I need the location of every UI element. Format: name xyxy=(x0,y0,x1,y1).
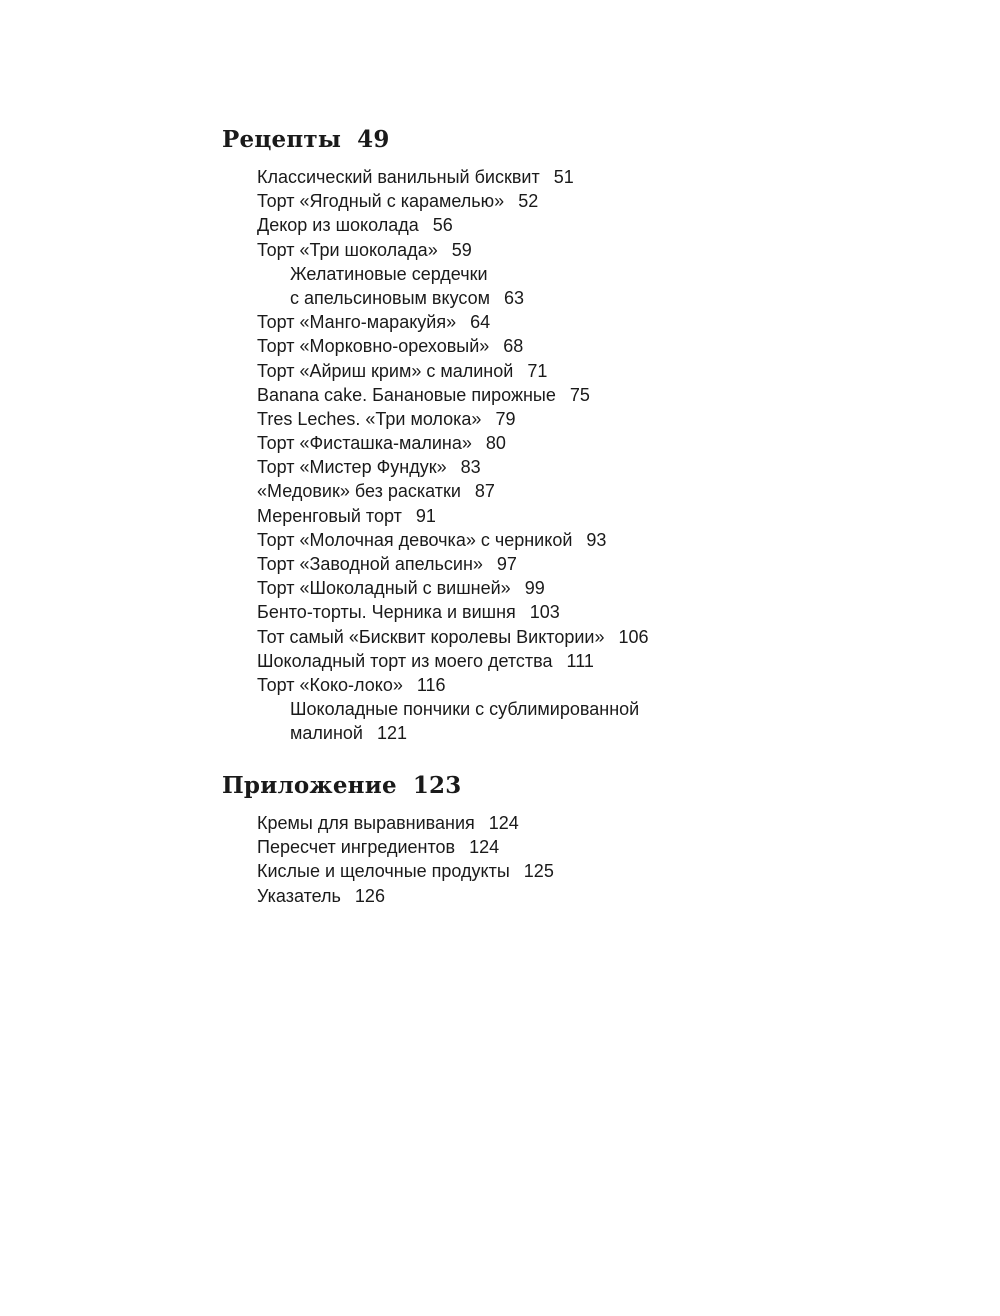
toc-section-appendix xyxy=(222,769,922,908)
entry-title: Тот самый «Бисквит королевы Виктории» xyxy=(257,626,605,647)
toc-subentry[interactable] xyxy=(222,262,922,286)
toc-subentry[interactable] xyxy=(222,721,922,745)
toc-entry[interactable] xyxy=(222,576,922,600)
entry-title: Декор из шоколада xyxy=(257,215,419,236)
entry-title: Бенто-торты. Черника и вишня xyxy=(257,602,516,623)
entry-title: Banana cake. Банановые пирожные xyxy=(257,384,556,405)
entry-title: Торт «Мистер Фундук» xyxy=(257,457,447,478)
entry-page-number: 63 xyxy=(503,287,524,308)
entry-title: Tres Leches. «Три молока» xyxy=(257,408,482,429)
entry-title: Кремы для выравнивания xyxy=(257,813,475,833)
toc-entry[interactable] xyxy=(222,383,922,407)
entry-page-number: 126 xyxy=(354,885,385,906)
toc-entry-list xyxy=(222,811,922,908)
toc-entry-list xyxy=(222,165,922,746)
entry-title: Торт «Фисташка-малина» xyxy=(257,433,472,454)
toc-entry[interactable] xyxy=(222,600,922,624)
entry-page-number: 75 xyxy=(569,384,590,405)
entry-title: Торт «Манго-маракуйя» xyxy=(257,312,457,333)
entry-page-number: 80 xyxy=(485,433,506,454)
entry-title: Шоколадные пончики с сублимированной xyxy=(290,699,640,720)
toc-entry[interactable] xyxy=(222,811,922,835)
toc-entry[interactable] xyxy=(222,479,922,503)
entry-title: с апельсиновым вкусом xyxy=(290,287,490,308)
entry-title: Торт «Три шоколада» xyxy=(257,239,438,260)
entry-title: Торт «Ягодный с карамелью» xyxy=(257,191,505,212)
entry-page-number: 111 xyxy=(566,650,594,671)
toc-entry[interactable] xyxy=(222,189,922,213)
toc-entry[interactable] xyxy=(222,431,922,455)
entry-title: Кислые и щелочные продукты xyxy=(257,861,510,882)
toc-subentry[interactable] xyxy=(222,697,922,721)
entry-page-number: 91 xyxy=(415,505,436,526)
entry-page-number: 124 xyxy=(469,837,500,858)
entry-page-number: 106 xyxy=(618,626,649,647)
toc-entry[interactable] xyxy=(222,359,922,383)
toc-entry[interactable] xyxy=(222,455,922,479)
toc-entry[interactable] xyxy=(222,625,922,649)
entry-title: Желатиновые сердечки xyxy=(290,263,488,284)
entry-title: Шоколадный торт из моего детства xyxy=(257,650,553,671)
entry-title: Торт «Шоколадный с вишней» xyxy=(257,578,511,599)
entry-page-number: 87 xyxy=(474,481,495,502)
toc-entry[interactable] xyxy=(222,552,922,576)
toc-section-recipes xyxy=(222,123,922,746)
toc-entry[interactable] xyxy=(222,835,922,859)
entry-page-number: 121 xyxy=(376,723,407,744)
toc-entry[interactable] xyxy=(222,884,922,908)
toc-entry[interactable] xyxy=(222,310,922,334)
entry-page-number: 93 xyxy=(586,529,607,550)
toc-entry[interactable] xyxy=(222,649,922,673)
toc-entry[interactable] xyxy=(222,165,922,189)
entry-title: «Медовик» без раскатки xyxy=(257,481,461,502)
section-page-number: 49 xyxy=(357,126,390,153)
section-title: Рецепты xyxy=(222,126,342,153)
toc-entry[interactable] xyxy=(222,504,922,528)
entry-page-number: 103 xyxy=(529,602,560,623)
entry-title: Торт «Айриш крим» с малиной xyxy=(257,360,514,381)
entry-title: Пересчет ингредиентов xyxy=(257,837,456,858)
entry-page-number: 79 xyxy=(495,408,516,429)
entry-title: Меренговый торт xyxy=(257,505,402,526)
toc-entry[interactable] xyxy=(222,407,922,431)
toc-entry[interactable] xyxy=(222,213,922,237)
entry-page-number: 71 xyxy=(527,360,548,381)
entry-title: Торт «Морковно-ореховый» xyxy=(257,336,490,357)
entry-page-number: 51 xyxy=(553,167,574,187)
entry-title: Указатель xyxy=(257,885,341,906)
entry-page-number: 64 xyxy=(470,312,491,333)
entry-title: Классический ванильный бисквит xyxy=(257,167,540,187)
entry-title: Торт «Коко-локо» xyxy=(257,674,403,695)
toc-entry[interactable] xyxy=(222,528,922,552)
toc-subentry[interactable] xyxy=(222,286,922,310)
entry-title: Торт «Заводной апельсин» xyxy=(257,554,483,574)
entry-page-number: 56 xyxy=(432,215,453,236)
toc-entry[interactable] xyxy=(222,859,922,883)
entry-page-number: 97 xyxy=(496,554,517,574)
section-page-number: 123 xyxy=(412,772,462,799)
section-heading xyxy=(222,769,922,803)
entry-page-number: 59 xyxy=(451,239,472,260)
entry-page-number: 52 xyxy=(518,191,539,212)
section-heading xyxy=(222,123,922,157)
toc-entry[interactable] xyxy=(222,334,922,358)
entry-page-number: 68 xyxy=(503,336,524,357)
entry-page-number: 83 xyxy=(460,457,481,478)
entry-page-number: 116 xyxy=(416,674,446,695)
entry-title: малиной xyxy=(290,723,363,744)
section-title: Приложение xyxy=(222,772,397,799)
entry-page-number: 124 xyxy=(488,813,519,833)
entry-title: Торт «Молочная девочка» с черникой xyxy=(257,529,573,550)
toc-entry[interactable] xyxy=(222,238,922,262)
entry-page-number: 99 xyxy=(524,578,545,599)
entry-page-number: 125 xyxy=(523,861,554,882)
toc-entry[interactable] xyxy=(222,673,922,697)
